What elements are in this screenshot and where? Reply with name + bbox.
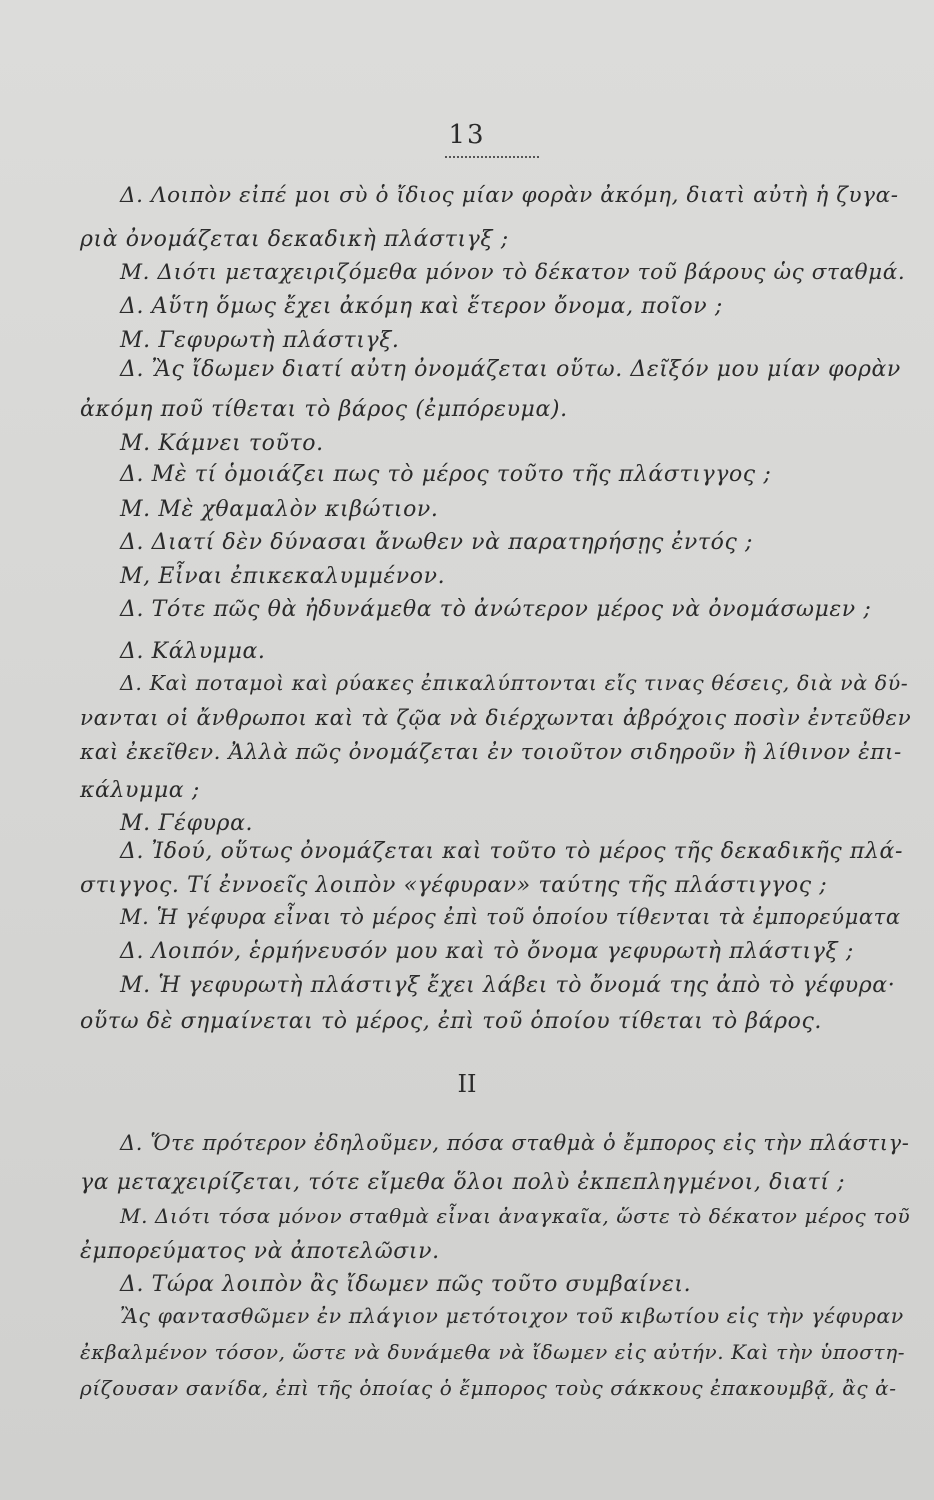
text-line: νανται οἱ ἄνθρωποι καὶ τὰ ζῷα νὰ διέρχωνται ἀβρόχοις ποσὶν ἐντεῦθεν	[80, 706, 912, 731]
text-line: ρίζουσαν σανίδα, ἐπὶ τῆς ὁποίας ὁ ἔμπορος τοὺς σάκκους ἐπακουμβᾷ, ἂς ἀ-	[80, 1376, 897, 1400]
text-line: Μ. Γέφυρα.	[120, 811, 254, 836]
text-line: καὶ ἐκεῖθεν. Ἀλλὰ πῶς ὀνομάζεται ἐν τοιοῦτον σιδηροῦν ἢ λίθινον ἐπι-	[80, 740, 902, 765]
text-line: γα μεταχειρίζεται, τότε εἴμεθα ὅλοι πολὺ ἐκπεπληγμένοι, διατί ;	[80, 1170, 846, 1195]
text-line: Μ. Γεφυρωτὴ πλάστιγξ.	[120, 328, 400, 353]
text-line: ἀκόμη ποῦ τίθεται τὸ βάρος (ἐμπόρευμα).	[80, 397, 568, 422]
text-line: Δ. Ὅτε πρότερον ἐδηλοῦμεν, πόσα σταθμὰ ὁ ἔμπορος εἰς τὴν πλάστιγ-	[120, 1131, 910, 1155]
text-line: Δ. Διατί δὲν δύνασαι ἄνωθεν νὰ παρατηρήσῃς ἐντός ;	[120, 530, 754, 555]
text-line: Μ. Διότι μεταχειριζόμεθα μόνον τὸ δέκατον τοῦ βάρους ὡς σταθμά.	[120, 260, 906, 285]
text-line: Δ. Ἂς ἴδωμεν διατί αὐτη ὀνομάζεται οὕτω. Δεῖξόν μου μίαν φορὰν	[120, 357, 901, 382]
text-line: ριὰ ὀνομάζεται δεκαδικὴ πλάστιγξ ;	[80, 227, 509, 252]
text-line: Ἂς φαντασθῶμεν ἐν πλάγιον μετότοιχον τοῦ κιβωτίου εἰς τὴν γέφυραν	[120, 1304, 904, 1328]
text-line: Μ, Εἶναι ἐπικεκαλυμμένον.	[120, 564, 446, 589]
text-line: Μ. Μὲ χθαμαλὸν κιβώτιον.	[120, 497, 439, 522]
text-line: Δ. Αὕτη ὅμως ἔχει ἀκόμη καὶ ἕτερον ὄνομα, ποῖον ;	[120, 294, 723, 319]
text-line: οὕτω δὲ σημαίνεται τὸ μέρος, ἐπὶ τοῦ ὁποίου τίθεται τὸ βάρος.	[80, 1009, 822, 1034]
text-line: Δ. Μὲ τί ὁμοιάζει πως τὸ μέρος τοῦτο τῆς πλάστιγγος ;	[120, 462, 772, 487]
page-number: 13	[448, 120, 486, 150]
text-line: Δ. Λοιπόν, ἑρμήνευσόν μου καὶ τὸ ὄνομα γεφυρωτὴ πλάστιγξ ;	[120, 939, 854, 964]
text-line: Δ. Τότε πῶς θὰ ἠδυνάμεθα τὸ ἀνώτερον μέρος νὰ ὀνομάσωμεν ;	[120, 597, 872, 622]
text-line: Δ. Καὶ ποταμοὶ καὶ ρύακες ἐπικαλύπτονται εἴς τινας θέσεις, διὰ νὰ δύ-	[120, 671, 909, 695]
page-number-rule	[445, 156, 539, 158]
text-line: στιγγος. Τί ἐννοεῖς λοιπὸν «γέφυραν» ταύτης τῆς πλάστιγγος ;	[80, 873, 828, 898]
text-line: Δ. Κάλυμμα.	[120, 639, 266, 664]
text-line: κάλυμμα ;	[80, 778, 200, 803]
text-line: Μ. Ἡ γεφυρωτὴ πλάστιγξ ἔχει λάβει τὸ ὄνομά της ἀπὸ τὸ γέφυρα·	[120, 973, 896, 998]
text-line: Μ. Ἡ γέφυρα εἶναι τὸ μέρος ἐπὶ τοῦ ὁποίου τίθενται τὰ ἐμπορεύματα	[120, 905, 901, 929]
text-line: Δ. Ἰδού, οὕτως ὀνομάζεται καὶ τοῦτο τὸ μέρος τῆς δεκαδικῆς πλά-	[120, 839, 904, 864]
text-line: ἐκβαλμένον τόσον, ὥστε νὰ δυνάμεθα νὰ ἴδωμεν εἰς αὐτήν. Καὶ τὴν ὑποστη-	[80, 1340, 906, 1364]
text-line: Δ. Λοιπὸν εἰπέ μοι σὺ ὁ ἴδιος μίαν φορὰν ἀκόμη, διατὶ αὐτὴ ἡ ζυγα-	[120, 183, 899, 208]
text-line: Μ. Διότι τόσα μόνον σταθμὰ εἶναι ἀναγκαῖα, ὥστε τὸ δέκατον μέρος τοῦ	[120, 1204, 911, 1228]
text-line: Δ. Τώρα λοιπὸν ἂς ἴδωμεν πῶς τοῦτο συμβαίνει.	[120, 1272, 692, 1297]
section-heading: II	[457, 1070, 477, 1098]
text-line: Μ. Κάμνει τοῦτο.	[120, 431, 324, 456]
text-line: ἐμπορεύματος νὰ ἀποτελῶσιν.	[80, 1239, 440, 1264]
